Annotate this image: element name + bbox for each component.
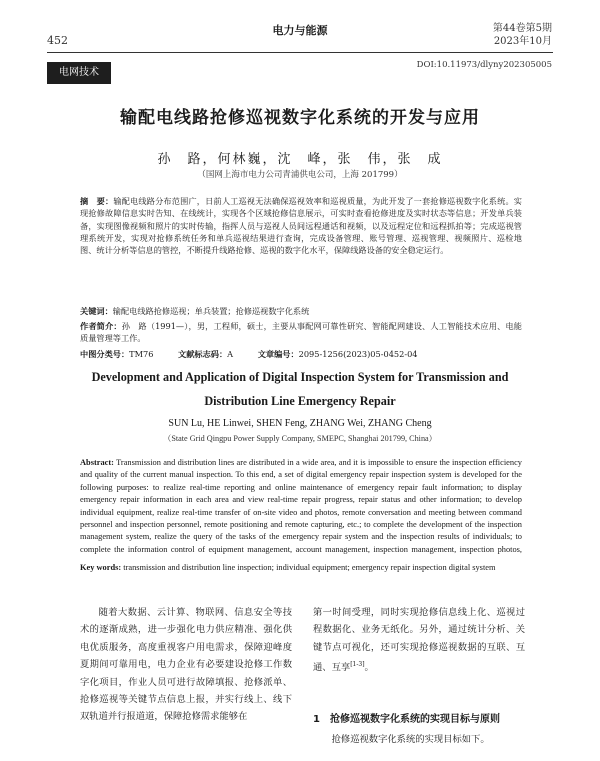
article-number: 文章编号：2095-1256(2023)05-0452-04 [257, 349, 418, 359]
authors-en: SUN Lu, HE Linwei, SHEN Feng, ZHANG Wei, ZHANG Cheng [168, 418, 432, 429]
keywords-cn-text: 输配电线路抢修巡视；单兵装置；抢修巡视数字化系统 [112, 306, 310, 316]
title-en: Development and Application of Digital Inspection System for Transmission and Distribution Line Emergency Repair [91, 370, 509, 408]
keywords-cn [80, 305, 522, 317]
author-bio-label: 作者简介： [80, 321, 122, 331]
author-bio-cn [80, 320, 522, 346]
affiliation-en: （State Grid Qingpu Power Supply Company, SMEPC, Shanghai 201799, China） [163, 434, 437, 443]
body-right-text: 第一时间受理，同时实现抢修信息线上化、巡视过程数据化、业务无纸化。另外，通过统计分析、关键节点可视化，还可实现抢修巡视数据的互联、互通、互享 [313, 607, 525, 674]
section-intro: 抢修巡视数字化系统的实现目标如下。 [331, 734, 490, 745]
title-cn: 输配电线路抢修巡视数字化系统的开发与应用 [120, 108, 480, 128]
abstract-en-text: Transmission and distribution lines are distributed in a wide area, and it is impossible to ensure the inspection efficiency and quality of the current manual inspection. To this end, a set of digital emergency repair inspection system is developed for the following purposes: to realize real-time reporting and online maintenance of emergency repair fault information; to display emergency repair information in each area and view real-time repair progress, repair status and other information; to develop individual equipment, realize real-time transfer of on-site video and photos, remote conversation and meeting between command personnel and inspection personnel, remote positioning and remote capturing, etc.; to complete the development of the inspection management system, realize the query of the tasks of the emergency repair system and the inspection results of individuals; to complete the information control of equipment management, account management, inspection management, inspection photos, [80, 458, 522, 554]
keywords-cn-label: 关键词： [80, 306, 113, 316]
abstract-cn-text: 输配电线路分布范围广，日前人工巡视无法确保巡视效率和巡视质量，为此开发了一套抢修巡视数字化系统。实现抢修故障信息实时告知、在线统计，实现各个区域抢修信息展示，可实时查看抢修进度及实时状态等信息；开发单兵装备，实现图像视频和照片的实时传输，指挥人员与巡视人员间远程通话和视频，以及远程定位和远程抓拍等；完成巡视管理系统开发，实现对抢修系统任务和单兵巡视结果进行查询，完成设备管理、账号管理、巡视管理、视频照片、巡检地图、统计分析等信息的管控，不断提升线路抢修、巡视的数字化水平，保障线路设备的安全稳定运行。 [80, 196, 522, 256]
body-right-column [313, 604, 525, 692]
abstract-cn-label: 摘 要： [80, 196, 114, 206]
abstract-cn [80, 195, 522, 303]
header-divider [47, 52, 553, 53]
classification-line [80, 348, 522, 360]
affiliation-cn: （国网上海市电力公司青浦供电公司，上海 201799） [197, 170, 403, 180]
body-left-column: 随着大数据、云计算、物联网、信息安全等技术的逐渐成熟，进一步强化电力供应精准、强化供电优质服务，高度重视客户用电需求，保障迎峰度夏期间可靠用电，电力企业有必要建设抢修工作数字化项目，作业人员可进行故障填报、抢修派单、抢修巡视等关键节点信息上报，并实行线上、线下双轨道并行报道道，保障抢修需求能够在 [80, 607, 292, 723]
page-number: 452 [47, 34, 68, 47]
journal-name: 电力与能源 [272, 24, 328, 37]
keywords-en-label: Key words: [80, 563, 122, 572]
authors-cn: 孙 路，何林巍，沈 峰，张 伟，张 成 [157, 152, 443, 167]
keywords-en [80, 562, 522, 587]
citation: [1-3] [350, 661, 365, 669]
document-code: 文献标志码：A [178, 349, 234, 359]
section-heading: 1 抢修巡视数字化系统的实现目标与原则 [313, 714, 500, 725]
volume-issue: 第44卷第5期 [492, 23, 552, 34]
keywords-en-text: transmission and distribution line inspection; individual equipment; emergency repair inspection digital system [123, 563, 496, 572]
author-bio-text: 孙 路（1991—），男，工程师，硕士，主要从事配网可靠性研究、智能配网建设、人工智能技术应用、电能质量管理等工作。 [80, 321, 522, 344]
doi: DOI:10.11973/dlyny202305005 [416, 60, 552, 70]
clc-code: 中图分类号：TM76 [80, 349, 154, 359]
issue-info [493, 22, 552, 48]
body-right-end: 。 [364, 662, 374, 674]
column-tag: 电网技术 [47, 62, 111, 84]
issue-date: 2023年10月 [493, 36, 552, 47]
abstract-en [80, 457, 522, 557]
abstract-en-label: Abstract: [80, 458, 114, 467]
